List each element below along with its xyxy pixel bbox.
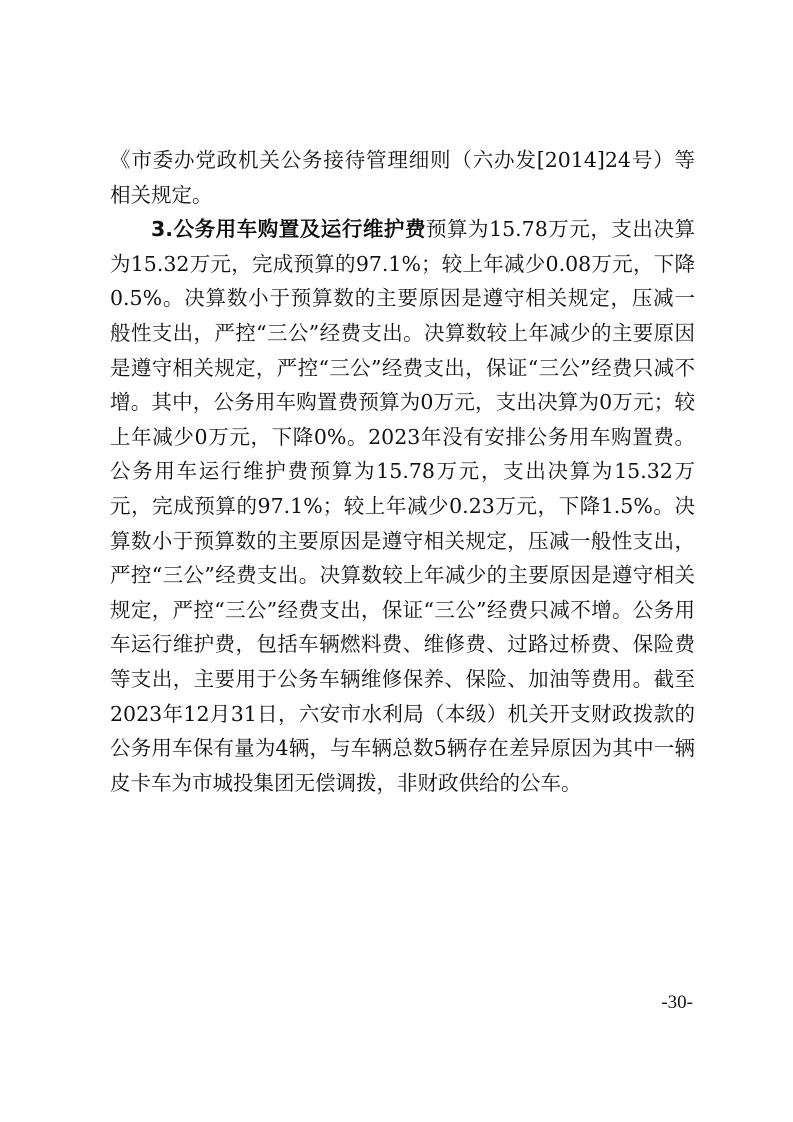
paragraph-regulation-reference: 《市委办党政机关公务接待管理细则（六办发[2014]24号）等相关规定。 <box>110 148 695 207</box>
section-heading: 3.公务用车购置及运行维护费 <box>151 217 426 242</box>
page-number: -30- <box>661 992 693 1013</box>
document-body <box>110 143 695 800</box>
section-body-text: 预算为15.78万元，支出决算为15.32万元，完成预算的97.1%；较上年减少0.08万元，下降0.5%。决算数小于预算数的主要原因是遵守相关规定，压减一般性支出，严控“三公”经费支出。决算数较上年减少的主要原因是遵守相关规定，严控“三公”经费支出，保证“三公”经费只减不增。其中，公务用车购置费预算为0万元，支出决算为0万元；较上年减少0万元，下降0%。2023年没有安排公务用车购置费。公务用车运行维护费预算为15.78万元，支出决算为15.32万元，完成预算的97.1%；较上年减少0.23万元，下降1.5%。决算数小于预算数的主要原因是遵守相关规定，压减一般性支出，严控“三公”经费支出。决算数较上年减少的主要原因是遵守相关规定，严控“三公”经费支出，保证“三公”经费只减不增。公务用车运行维护费，包括车辆燃料费、维修费、过路过桥费、保险费等支出，主要用于公务车辆维修保养、保险、加油等费用。截至2023年12月31日，六安市水利局（本级）机关开支财政拨款的公务用车保有量为4辆，与车辆总数5辆存在差异原因为其中一辆皮卡车为市城投集团无偿调拨，非财政供给的公车。 <box>110 217 695 795</box>
paragraph-vehicle-expenses <box>110 212 695 800</box>
